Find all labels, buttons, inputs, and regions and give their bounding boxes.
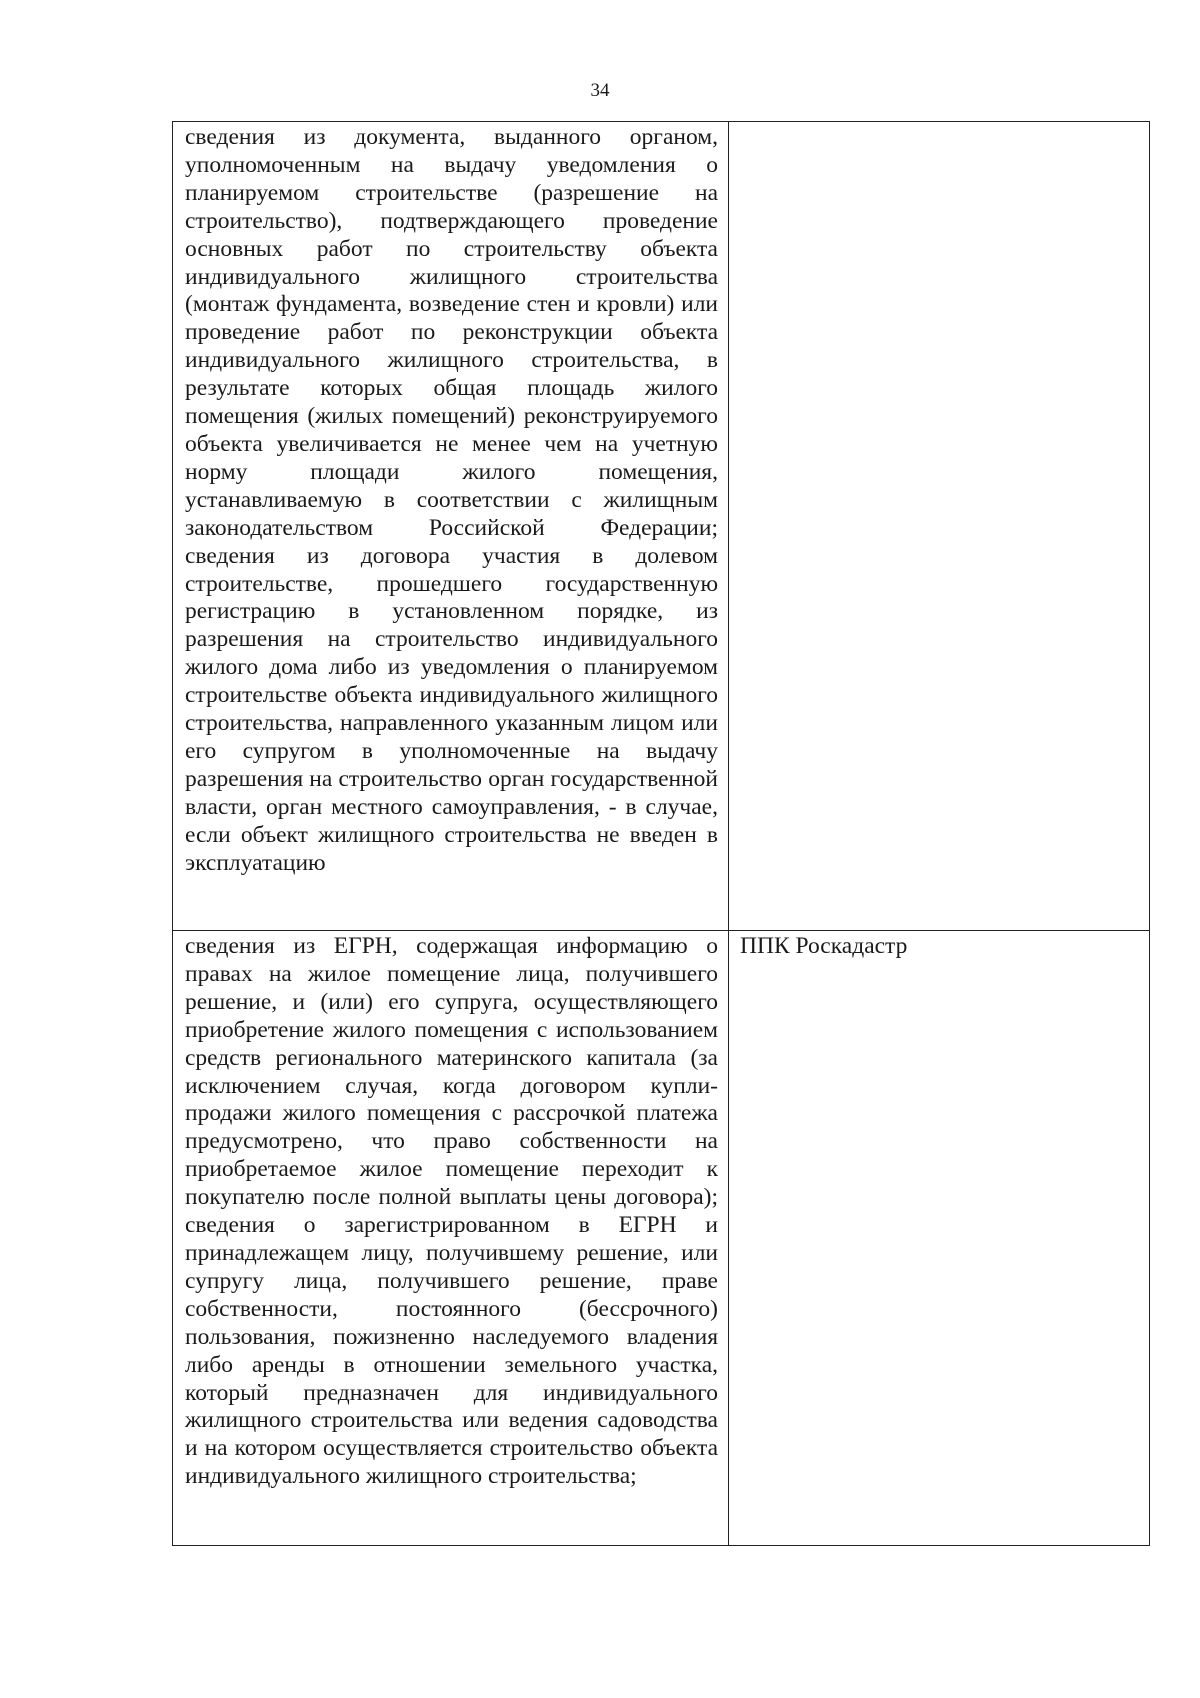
page-number: 34 (590, 80, 610, 101)
table-cell-description (173, 931, 729, 1546)
table-row (173, 122, 1150, 931)
table-cell-source (729, 931, 1150, 1546)
table-cell-source (729, 122, 1150, 931)
source-text: ППК Роскадастр (740, 933, 908, 959)
source-text (729, 122, 1149, 124)
paragraph: сведения о зарегистрированном в ЕГРН и принадлежащем лицу, получившему решение, или супругу лица, получившего решение, праве собственности, постоянного (бессрочного) пользования, пожизненно наследуемого владения либо аренды в отношении земельного участка, который предназначен для индивидуального жилищного строительства или ведения садоводства и на котором осуществляется строительство объекта индивидуального жилищного строительства; (185, 1212, 718, 1490)
paragraph: сведения из договора участия в долевом строительстве, прошедшего государственную регистрацию в установленном порядке, из разрешения на строительство индивидуального жилого дома либо из уведомления о планируемом строительстве объекта индивидуального жилищного строительства, направленного указанным лицом или его супругом в уполномоченные на выдачу разрешения на строительство орган государственной власти, орган местного самоуправления, - в случае, если объект жилищного строительства не введен в эксплуатацию (185, 542, 718, 876)
paragraph: сведения из документа, выданного органом, уполномоченным на выдачу уведомления о планируемом строительстве (разрешение на строительство), подтверждающего проведение основных работ по строительству объекта индивидуального жилищного строительства (монтаж фундамента, возведение стен и кровли) или проведение работ по реконструкции объекта индивидуального жилищного строительства, в результате которых общая площадь жилого помещения (жилых помещений) реконструируемого объекта увеличивается не менее чем на учетную норму площади жилого помещения, устанавливаемую в соответствии с жилищным законодательством Российской Федерации; (185, 124, 718, 541)
table-cell-description (173, 122, 729, 931)
table-row (173, 931, 1150, 1546)
paragraph: сведения из ЕГРН, содержащая информацию о правах на жилое помещение лица, получившего решение, и (или) его супруга, осуществляющего приобретение жилого помещения с использованием средств регионального материнского капитала (за исключением случая, когда договором купли-продажи жилого помещения с рассрочкой платежа предусмотрено, что право собственности на приобретаемое жилое помещение переходит к покупателю после полной выплаты цены договора); (185, 933, 718, 1211)
document-table (172, 121, 1150, 1546)
